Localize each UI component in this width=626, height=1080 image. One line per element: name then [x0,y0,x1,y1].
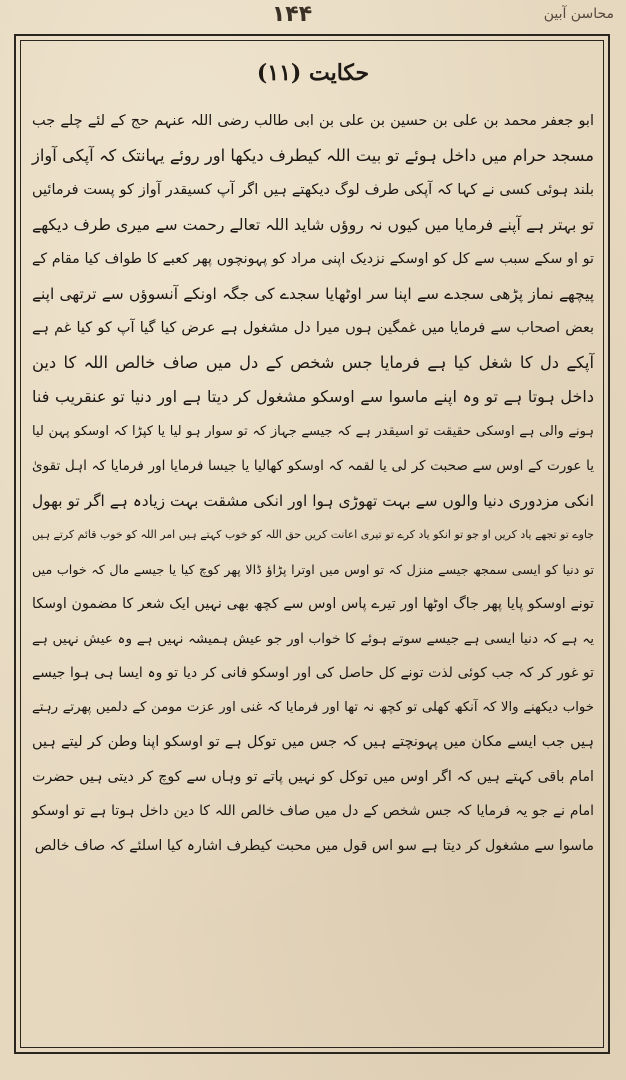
text-line: تو بہتر ہے آپنے فرمایا میں کیوں نہ روؤں شاید اللہ تعالے رحمت سے میری طرف دیکھے [32,214,594,234]
text-line: آپکے دل کا شغل کیا ہے فرمایا جس شخص کے دل میں صاف خالص اللہ کا دین [32,352,594,372]
text-line: ماسوا سے مشغول کر دیتا ہے سو اس قول میں محبت کیطرف اشارہ کیا اسلئے کہ صاف خالص [34,837,594,854]
body-text [24,104,602,863]
text-line: ہونے والی ہے اوسکی حقیقت تو اسیقدر ہے کہ جیسے جہاز کہ تو سوار ہو لیا یا کپڑا کہ اوسکو پہن لیا [32,423,594,439]
text-line: مسجد حرام میں داخل ہوئے تو بیت اللہ کیطرف دیکھا اور روئے یہانتک کہ آپکی آواز [32,145,594,165]
text-line: جاوے تو تجھے یاد کریں او جو تو انکو یاد کرے تو تیری اعانت کریں حق اللہ کو خوب کہتے ہیں امر اللہ کو خوب قائم کرتے ہیں [32,528,594,541]
text-line: یا عورت کے اوس سے صحبت کر لی یا لقمہ کہ اوسکو کھالیا یا جیسا فرمایا اور فرمایا کہ اہل تقویٰ [32,458,594,474]
text-line: تو غور کر کہ جب کوئی لذت تونے کل حاصل کی اور اوسکو فانی کر دیا تو وہ ایسا ہی ہوا جیسے [32,665,594,681]
text-line: ابو جعفر محمد بن علی بن حسین بن علی بن ابی طالب رضی اللہ عنہم حج کے لئے چلے جب [32,113,594,129]
text-line: بلند ہوئی کسی نے کہا کہ آپکی طرف لوگ دیکھتے ہیں اگر آپ کسیقدر آواز کو پست فرمائیں [32,182,594,198]
running-head [0,0,626,30]
text-line: انکی مزدوری دنیا والوں سے بہت تھوڑی ہوا اور انکی مشقت بہت زیادہ ہے اگر تو بھول [32,491,594,510]
text-line: امام نے جو یہ فرمایا کہ جس شخص کے دل میں صاف خالص اللہ کا دین داخل ہوتا ہے تو اوسکو [32,803,594,819]
text-line: تو دنیا کو ایسی سمجھ جیسے منزل کہ تو اوس میں اوترا پڑاؤ ڈالا پھر کوچ کیا یا جیسے مال کہ خواب میں [32,561,594,577]
text-line: خواب دیکھنے والا کہ آنکھ کھلی تو کچھ نہ تھا اور فرمایا کہ غنی اور عزت مومن کے دلمیں پھرتے رہتے [32,699,594,715]
page-number: ۱۴۴ [271,2,313,27]
running-title: محاسن آبین [543,6,614,22]
text-line: یہ ہے کہ دنیا ایسی ہے جیسے سوتے ہوئے کا خواب اور جو عیش ہمیشہ نہیں ہے وہ عیش نہیں ہے [32,630,594,647]
text-line: پیچھے نماز پڑھی سجدے سے اپنا سر اوٹھایا سجدے کی جگہ اونکے آنسوؤں سے ترتھی اپنے [32,284,594,303]
text-line: ہیں جب ایسے مکان میں پہونچتے ہیں کہ جس میں توکل ہے تو اوسکو اپنا وطن کر لیتے ہیں [32,734,594,750]
text-line: امام باقی کہتے ہیں کہ اگر اوس میں توکل کو نہیں پاتے تو وہاں سے کوچ کر دیتی ہیں حضرت [32,768,594,785]
text-line: بعض اصحاب سے فرمایا میں غمگین ہوں میرا دل مشغول ہے عرض کیا گیا آپ کو کیا غم ہے [32,320,594,336]
text-line: تو او سکے سبب سے کل کو اوسکے نزدیک اپنی مراد کو پہونچوں پھر کعبے کا طواف کیا مقام کے [32,251,594,267]
story-heading: حکایت (۱۱) [256,60,370,86]
text-line: داخل ہوتا ہے تو وہ اپنے ماسوا سے اوسکو مشغول کر دیتا ہے اور دنیا تو عنقریب فنا [32,387,594,406]
text-line: تونے اوسکو پایا پھر جاگ اوٹھا اور تیرے پاس اوس سے کچھ بھی نہیں ایک شعر کا مضمون اوسکا [32,596,594,612]
